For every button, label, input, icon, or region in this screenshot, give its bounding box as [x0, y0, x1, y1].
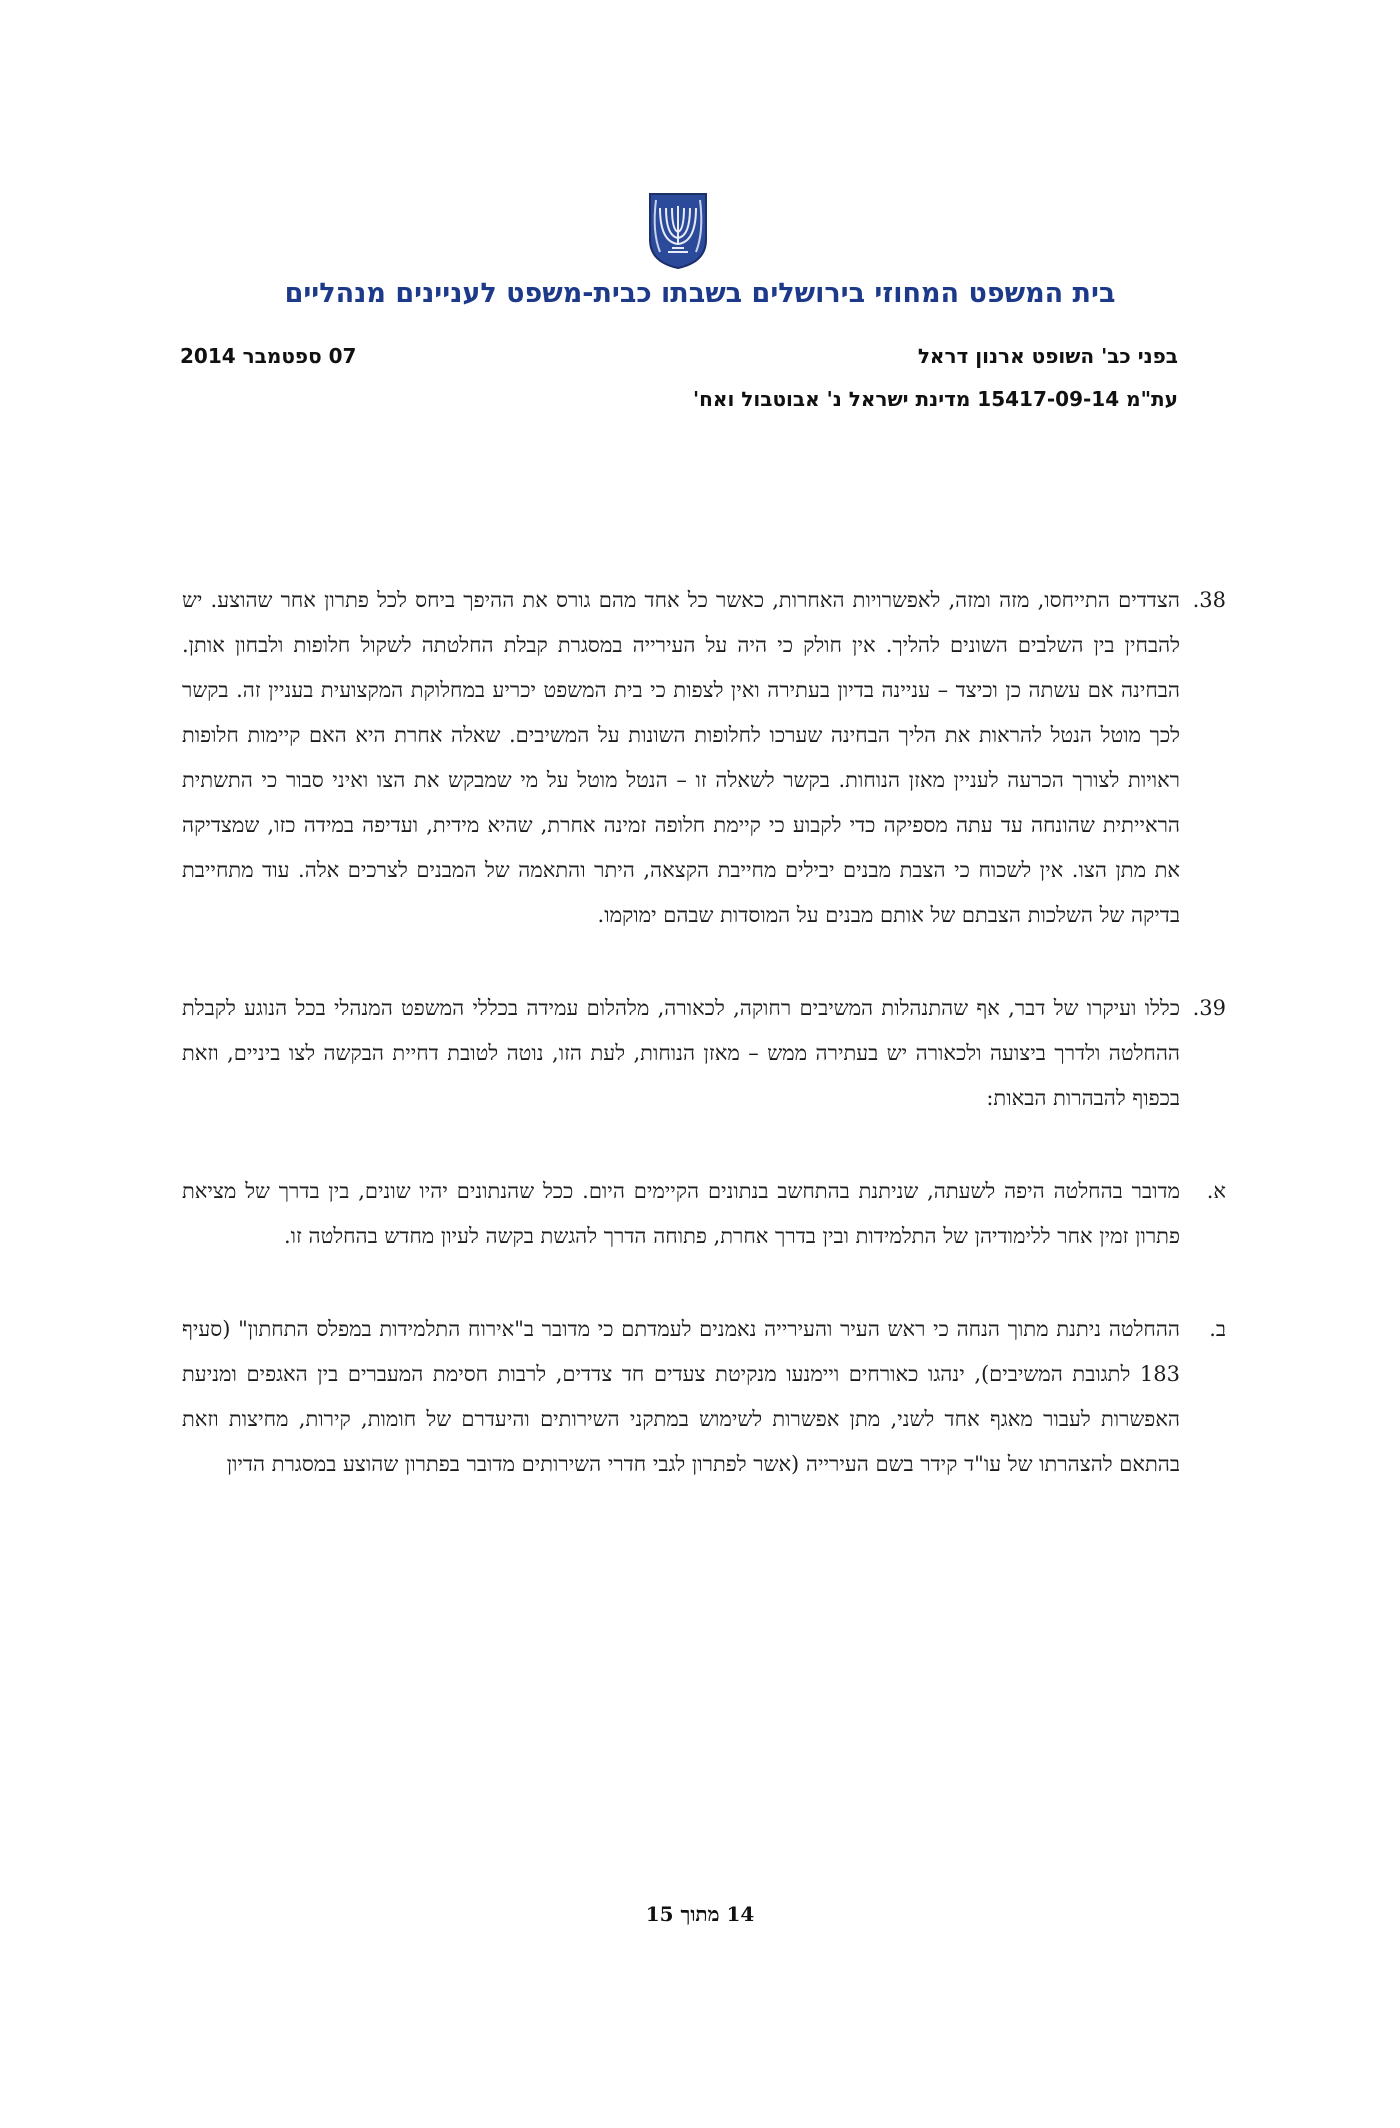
paragraph-alef	[182, 1169, 1226, 1259]
paragraph-number: 39.	[1192, 996, 1226, 1020]
document-body	[182, 578, 1226, 1535]
paragraph-39	[182, 986, 1226, 1121]
paragraph-38	[182, 578, 1226, 938]
paragraph-text: כללו ועיקרו של דבר, אף שהתנהלות המשיבים רחוקה, לכאורה, מלהלום עמידה בכללי המשפט המנהלי בכל הנוגע לקבלת ההחלטה ולדרך ביצועה ולכאורה יש בעתירה ממש – מאזן הנוחות, לעת הזו, נוטה לטובת דחיית הבקשה לצו ביניים, וזאת בכפוף להבהרות הבאות:	[182, 996, 1180, 1110]
case-line: עת"מ 15417-09-14 מדינת ישראל נ' אבוטבול ואח'	[693, 387, 1178, 411]
judge-line: בפני כב' השופט ארנון דראל	[917, 344, 1178, 368]
paragraph-number: 38.	[1192, 588, 1226, 612]
paragraph-bet	[182, 1307, 1226, 1487]
paragraph-number: א.	[1206, 1179, 1226, 1203]
paragraph-text: ההחלטה ניתנת מתוך הנחה כי ראש העיר והעירייה נאמנים לעמדתם כי מדובר ב"אירוח התלמידות במפלס התחתון" (סעיף 183 לתגובת המשיבים), ינהגו כאורחים ויימנעו מנקיטת צעדים חד צדדים, לרבות חסימת המעברים בין האגפים ומניעת האפשרות לעבור מאגף אחד לשני, מתן אפשרות לשימוש במתקני השירותים והיעדרם של חומות, קירות, מחיצות וזאת בהתאם להצהרתו של עו"ד קידר בשם העירייה (אשר לפתרון לגבי חדרי השירותים מדובר בפתרון שהוצע במסגרת הדיון	[182, 1317, 1180, 1476]
court-name: בית המשפט המחוזי בירושלים בשבתו כבית-משפט לעניינים מנהליים	[284, 278, 1116, 309]
paragraph-number: ב.	[1209, 1317, 1226, 1341]
menorah-emblem-icon	[646, 192, 710, 270]
paragraph-text: הצדדים התייחסו, מזה ומזה, לאפשרויות האחרות, כאשר כל אחד מהם גורס את ההיפך ביחס לכל פתרון אחר שהוצע. יש להבחין בין השלבים השונים להליך. אין חולק כי היה על העירייה במסגרת קבלת החלטתה לשקול חלופות ולבחון אותן. הבחינה אם עשתה כן וכיצד – עניינה בדיון בעתירה ואין לצפות כי בית המשפט יכריע במחלוקת המקצועית בעניין זה. בקשר לכך מוטל הנטל להראות את הליך הבחינה שערכו לחלופות השונות על המשיבים. שאלה אחרת היא האם קיימות חלופות ראויות לצורך הכרעה לעניין מאזן הנוחות. בקשר לשאלה זו – הנטל מוטל על מי שמבקש את הצו ואיני סבור כי התשתית הראייתית שהונחה עד עתה מספיקה כדי לקבוע כי קיימת חלופה זמינה אחרת, שהיא מידית, ועדיפה במידה כזו, שמצדיקה את מתן הצו. אין לשכוח כי הצבת מבנים יבילים מחייבת הקצאה, היתר והתאמה של המבנים לצרכים אלה. עוד מתחייבת בדיקה של השלכות הצבתם של אותם מבנים על המוסדות שבהם ימוקמו.	[182, 588, 1180, 927]
paragraph-text: מדובר בהחלטה היפה לשעתה, שניתנת בהתחשב בנתונים הקיימים היום. ככל שהנתונים יהיו שונים, בין בדרך של מציאת פתרון זמין אחר ללימודיהן של התלמידות ובין בדרך אחרת, פתוחה הדרך להגשת בקשה לעיון מחדש בהחלטה זו.	[182, 1179, 1180, 1248]
page-number: 14 מתוך 15	[645, 1902, 755, 1926]
document-date: 07 ספטמבר 2014	[180, 344, 357, 368]
